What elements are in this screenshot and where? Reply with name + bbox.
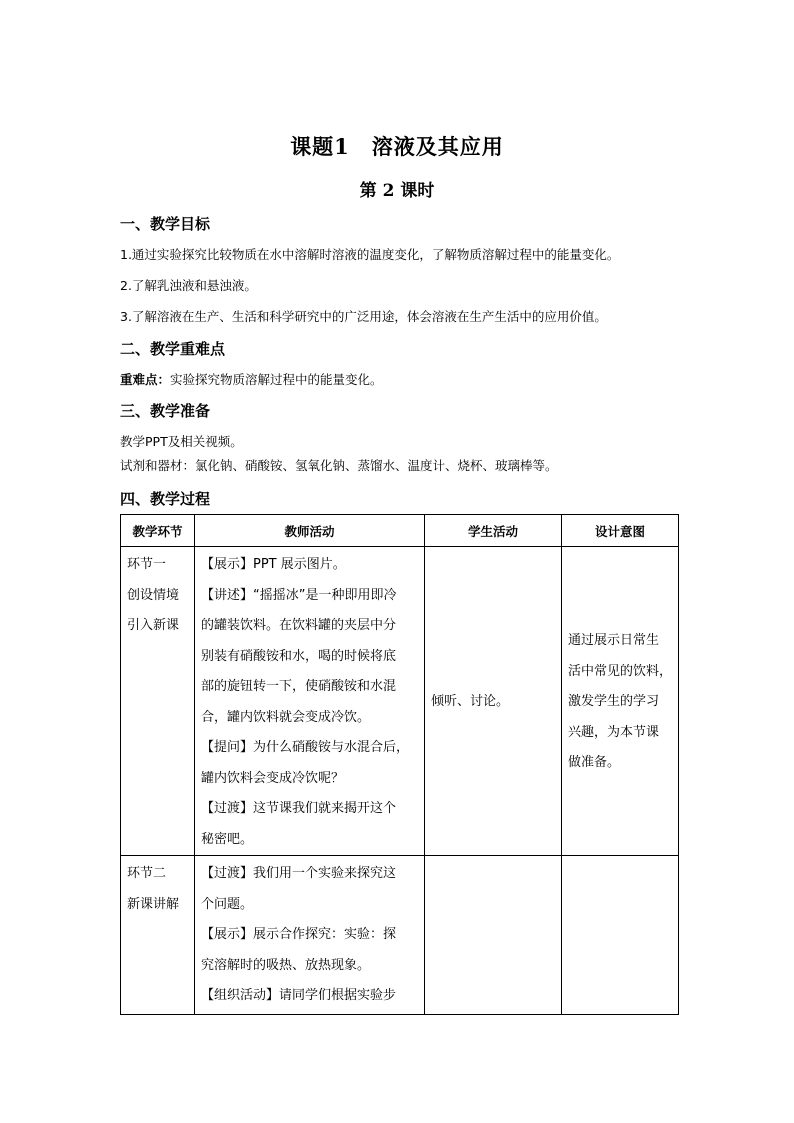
intent-line: 活中常见的饮料， xyxy=(568,663,672,679)
intent-line: 做准备。 xyxy=(568,755,621,771)
header-teacher: 教师活动 xyxy=(195,515,425,547)
stage-line: 环节二 xyxy=(127,866,167,881)
stage-cell xyxy=(121,856,195,1015)
teacher-line: 【过渡】这节课我们就来揭开这个 xyxy=(201,801,397,816)
teacher-line: 【讲述】“摇摇冰”是一种即用即冷 xyxy=(201,587,397,603)
student-activity-cell xyxy=(425,547,562,856)
prep-item-1: 教学PPT及相关视频。 xyxy=(120,434,243,449)
table-row xyxy=(121,547,679,856)
student-activity-cell xyxy=(425,856,562,1015)
teacher-activity-cell xyxy=(195,856,425,1015)
teacher-line: 别装有硝酸铵和水，喝的时候将底 xyxy=(201,648,397,664)
table-row xyxy=(121,856,679,1015)
stage-line: 创设情境 xyxy=(127,587,180,603)
intent-line: 兴趣，为本节课 xyxy=(568,724,660,740)
student-line: 倾听、讨论。 xyxy=(431,694,510,710)
header-student: 学生活动 xyxy=(425,515,562,547)
page-title: 课题1 溶液及其应用 xyxy=(290,134,504,159)
section-heading-key: 二、教学重难点 xyxy=(120,340,226,358)
table-header-row xyxy=(121,515,679,547)
stage-line: 环节一 xyxy=(127,557,167,572)
key-text: 实验探究物质溶解过程中的能量变化。 xyxy=(170,372,383,387)
section-heading-process: 四、教学过程 xyxy=(120,490,211,508)
lesson-process-table xyxy=(120,514,679,1015)
teacher-line: 【展示】PPT 展示图片。 xyxy=(201,557,346,572)
teacher-line: 【提问】为什么硝酸铵与水混合后， xyxy=(201,740,410,755)
teacher-line: 【组织活动】请同学们根据实验步 xyxy=(201,988,397,1003)
teacher-line: 秘密吧。 xyxy=(201,831,254,847)
teacher-line: 【展示】展示合作探究：实验：探 xyxy=(201,927,397,942)
section-heading-prep: 三、教学准备 xyxy=(120,402,211,420)
goal-item-2: 2.了解乳浊液和悬浊液。 xyxy=(120,278,257,293)
teacher-line: 部的旋钮转一下，使硝酸铵和水混 xyxy=(201,679,397,694)
intent-line: 激发学生的学习 xyxy=(568,694,660,710)
prep-item-2: 试剂和器材：氯化钠、硝酸铵、氢氧化钠、蒸馏水、温度计、烧杯、玻璃棒等。 xyxy=(120,458,558,473)
teacher-line: 的罐装饮料。在饮料罐的夹层中分 xyxy=(201,618,397,633)
design-intent-cell xyxy=(562,547,679,856)
header-stage: 教学环节 xyxy=(121,515,195,547)
design-intent-cell xyxy=(562,856,679,1015)
teacher-line: 个问题。 xyxy=(201,896,254,912)
teacher-line: 合，罐内饮料就会变成冷饮。 xyxy=(201,709,371,725)
key-points xyxy=(120,370,383,388)
stage-cell xyxy=(121,547,195,856)
teacher-line: 【过渡】我们用一个实验来探究这 xyxy=(201,866,397,881)
intent-line: 通过展示日常生 xyxy=(568,633,660,649)
goal-item-1: 1.通过实验探究比较物质在水中溶解时溶液的温度变化，了解物质溶解过程中的能量变化。 xyxy=(120,247,620,262)
teacher-line: 罐内饮料会变成冷饮呢？ xyxy=(201,770,345,786)
page-subtitle: 第 2 课时 xyxy=(359,181,435,201)
key-label: 重难点： xyxy=(120,372,171,387)
stage-line: 引入新课 xyxy=(127,618,180,633)
stage-line: 新课讲解 xyxy=(127,896,180,912)
goal-item-3: 3.了解溶液在生产、生活和科学研究中的广泛用途，体会溶液在生产生活中的应用价值。 xyxy=(120,309,607,324)
teacher-activity-cell xyxy=(195,547,425,856)
teacher-line: 究溶解时的吸热、放热现象。 xyxy=(201,957,371,973)
header-intent: 设计意图 xyxy=(562,515,679,547)
section-heading-goals: 一、教学目标 xyxy=(120,215,211,233)
